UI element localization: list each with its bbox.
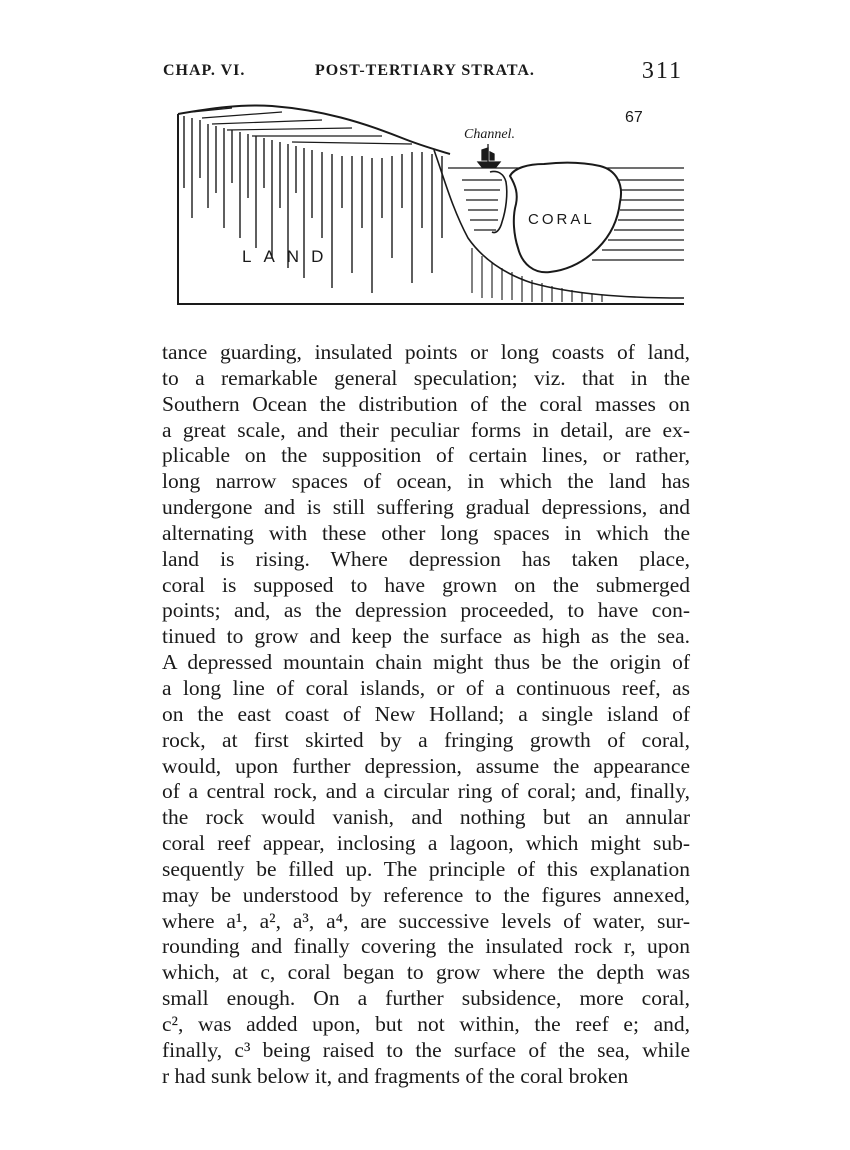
text-line: sequently be filled up. The principle of this explanation [162, 856, 690, 881]
text-line: the rock would vanish, and nothing but an annular [162, 805, 690, 830]
figure-number: 67 [625, 109, 643, 126]
text-line: tinued to grow and keep the surface as high as the sea. [162, 624, 690, 649]
label-land: LAND [242, 247, 336, 266]
land-hatching [192, 108, 412, 144]
text-line: tance guarding, insulated points or long coasts of land, [162, 340, 690, 364]
text-line: to a remarkable general speculation; viz. that in the [162, 365, 690, 390]
text-line: small enough. On a further subsidence, more coral, [162, 986, 690, 1011]
text-line: which, at c, coral began to grow where the depth was [162, 960, 690, 985]
chapter-label: CHAP. VI. [163, 62, 246, 79]
text-line: A depressed mountain chain might thus be the origin of [162, 650, 690, 675]
text-line: coral is supposed to have grown on the submerged [162, 572, 690, 597]
ship-icon [478, 144, 500, 167]
running-title: POST-TERTIARY STRATA. [315, 62, 535, 79]
text-line: a long line of coral islands, or of a continuous reef, as [162, 675, 690, 700]
text-line: on the east coast of New Holland; a single island of [162, 701, 690, 726]
figure-coral-section [172, 98, 690, 320]
text-line: would, upon further depression, assume the appearance [162, 753, 690, 778]
text-line: land is rising. Where depression has taken place, [162, 546, 690, 571]
text-line: may be understood by reference to the figures annexed, [162, 882, 690, 907]
text-line: Southern Ocean the distribution of the coral masses on [162, 391, 690, 416]
text-line: rock, at first skirted by a fringing growth of coral, [162, 727, 690, 752]
text-line: r had sunk below it, and fragments of the coral broken [162, 1063, 629, 1088]
text-line: of a central rock, and a circular ring of coral; and, finally, [162, 779, 690, 804]
text-line: rounding and finally covering the insulated rock r, upon [162, 934, 690, 959]
text-line: points; and, as the depression proceeded, to have con- [162, 598, 690, 623]
text-line: alternating with these other long spaces in which the [162, 520, 690, 545]
label-channel: Channel. [464, 127, 515, 142]
reef-edge [490, 171, 507, 232]
text-line: coral reef appear, inclosing a lagoon, which might sub- [162, 831, 690, 856]
text-line: plicable on the supposition of certain lines, or rather, [162, 443, 690, 468]
text-line: finally, c³ being raised to the surface of the sea, while [162, 1037, 690, 1062]
text-line: where a¹, a², a³, a⁴, are successive levels of water, sur- [162, 908, 690, 933]
text-line: a great scale, and their peculiar forms in detail, are ex- [162, 417, 690, 442]
figure-illustration [172, 98, 690, 320]
body-text [162, 340, 690, 1089]
page-number: 311 [641, 58, 683, 84]
label-coral: CORAL [528, 211, 595, 228]
text-line: long narrow spaces of ocean, in which the land has [162, 469, 690, 494]
land-surface [178, 105, 450, 154]
text-line: undergone and is still suffering gradual depressions, and [162, 495, 690, 520]
page-header [163, 58, 683, 98]
text-line: c², was added upon, but not within, the reef e; and, [162, 1011, 690, 1036]
